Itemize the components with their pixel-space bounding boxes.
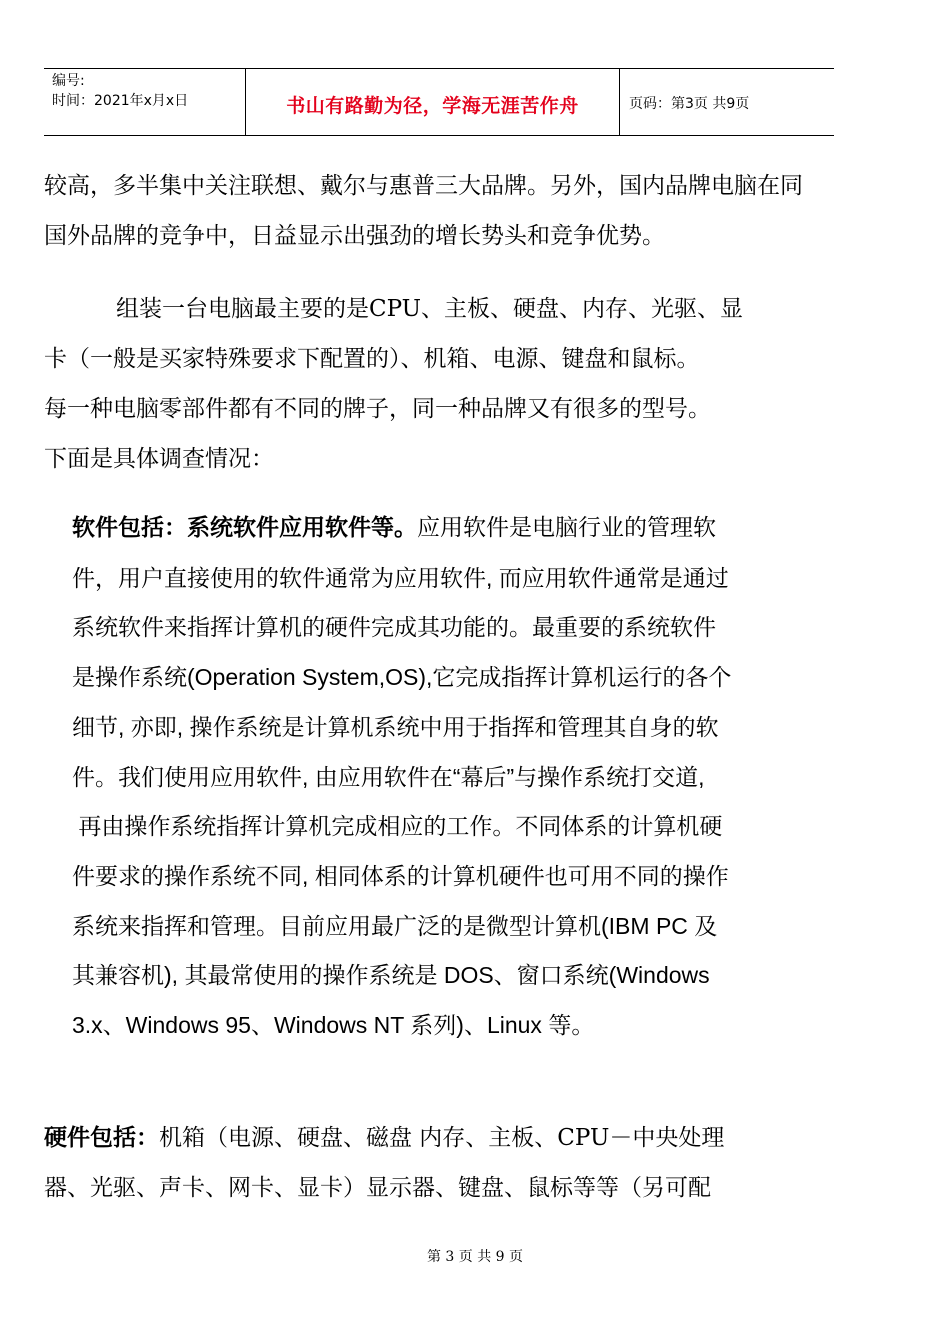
text-line: 卡（一般是买家特殊要求下配置的）、机箱、电源、键盘和鼠标。: [44, 346, 700, 372]
text-line: 再由操作系统指挥计算机完成相应的工作。不同体系的计算机硬: [72, 813, 723, 840]
header-motto: 书山有路勤为径，学海无涯苦作舟: [286, 95, 579, 117]
text-line: 每一种电脑零部件都有不同的牌子，同一种品牌又有很多的型号。: [44, 396, 711, 422]
text-line: 器、光驱、声卡、网卡、显卡）显示器、键盘、鼠标等等（另可配: [44, 1175, 711, 1201]
paragraph-brands: [44, 161, 803, 261]
paragraph-hardware: [44, 1113, 724, 1213]
text-line: 系统来指挥和管理。目前应用最广泛的是微型计算机(IBM PC 及: [72, 912, 718, 939]
paragraph-components: [44, 284, 743, 484]
text-line: [44, 284, 743, 334]
text-line: [72, 504, 731, 554]
software-heading: 软件包括：系统软件应用软件等。: [72, 515, 417, 541]
text-line: 系统软件来指挥计算机的硬件完成其功能的。最重要的系统软件: [72, 614, 716, 641]
text-line: 其兼容机), 其最常使用的操作系统是 DOS、窗口系统(Windows: [72, 962, 710, 989]
hardware-heading: 硬件包括：: [44, 1125, 159, 1151]
text-line: 细节, 亦即, 操作系统是计算机系统中用于指挥和管理其自身的软: [72, 713, 719, 740]
text-line: 是操作系统(Operation System,OS),它完成指挥计算机运行的各个: [72, 664, 732, 691]
text-line: 国外品牌的竞争中，日益显示出强劲的增长势头和竞争优势。: [44, 223, 665, 249]
page-footer: 第 3 页 共 9 页: [426, 1249, 524, 1265]
text-line: 较高，多半集中关注联想、戴尔与惠普三大品牌。另外，国内品牌电脑在同: [44, 173, 803, 199]
text-line: 件。我们使用应用软件, 由应用软件在“幕后”与操作系统打交道,: [72, 763, 705, 790]
text-line: 3.x、Windows 95、Windows NT 系列)、Linux 等。: [72, 1012, 595, 1039]
header-number-label: 编号:: [52, 73, 85, 89]
text-line: [44, 1113, 724, 1163]
paragraph-software: [72, 504, 731, 1051]
page-header: [44, 68, 834, 136]
text-line: 件要求的操作系统不同, 相同体系的计算机硬件也可用不同的操作: [72, 862, 729, 889]
text-span: 组装一台电脑最主要的是CPU、主板、硬盘、内存、光驱、显: [116, 296, 744, 322]
text-line: 件，用户直接使用的软件通常为应用软件, 而应用软件通常是通过: [72, 564, 729, 591]
text-span: 应用软件是电脑行业的管理软: [417, 515, 716, 541]
text-line: 下面是具体调查情况：: [44, 446, 274, 472]
header-meta: [52, 71, 247, 111]
text-span: 机箱（电源、硬盘、磁盘 内存、主板、CPU－中央处理: [159, 1125, 725, 1151]
header-page-label: 页码：第3页 共9页: [629, 96, 750, 112]
header-divider-right: [619, 69, 620, 135]
header-time-label: 时间：2021年x月x日: [52, 93, 189, 109]
